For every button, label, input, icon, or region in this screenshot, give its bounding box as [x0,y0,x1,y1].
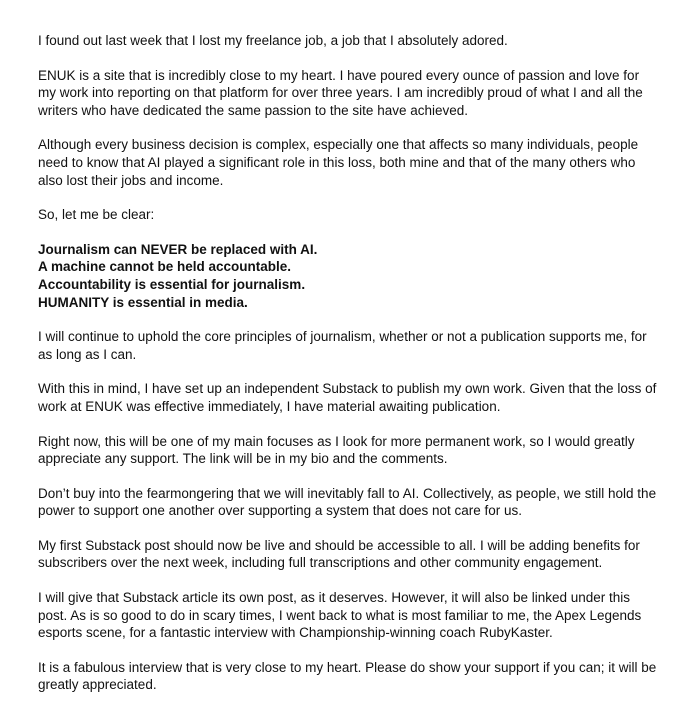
bold-statements [38,241,660,311]
paragraph-fearmongering: Don’t buy into the fearmongering that we will inevitably fall to AI. Collectively, as people, we still hold the power to support one another over supporting a system that does not care for us. [38,485,657,519]
paragraph-main-focus: Right now, this will be one of my main focuses as I look for more permanent work, so I would greatly appreciate any support. The link will be in my bio and the comments. [38,433,635,467]
paragraph-first-post: My first Substack post should now be live and should be accessible to all. I will be adding benefits for subscribers over the next week, including full transcriptions and other community engagement. [38,537,640,571]
paragraph-business-decision: Although every business decision is complex, especially one that affects so many individuals, people need to know that AI played a significant role in this loss, both mine and that of the many others who also lost their jobs and income. [38,137,639,188]
paragraph-let-me-be-clear: So, let me be clear: [38,207,155,223]
paragraph-substack-setup: With this in mind, I have set up an independent Substack to publish my own work. Given that the loss of work at ENUK was effective immediately, I have material awaiting publication. [38,381,657,414]
paragraph-uphold-principles: I will continue to uphold the core principles of journalism, whether or not a publication supports me, for as long as I can. [38,329,647,362]
bold-statement: HUMANITY is essential in media. [38,294,248,310]
bold-statement: Accountability is essential for journalism. [38,276,306,292]
paragraph-own-post: I will give that Substack article its own post, as it deserves. However, it will also be linked under this post. As is so good to do in scary times, I went back to what is most familiar to me, the Apex Legends esports scene, for a fantastic interview with Championship-winning coach RubyKaster. [38,590,642,641]
bold-statement: A machine cannot be held accountable. [38,259,292,275]
paragraph-intro: I found out last week that I lost my freelance job, a job that I absolutely adored. [38,33,508,48]
paragraph-enuk: ENUK is a site that is incredibly close to my heart. I have poured every ounce of passion and love for my work into reporting on that platform for over three years. I am incredibly proud of what I and all the writers who have dedicated the same passion to the site have achieved. [38,67,643,118]
paragraph-closing: It is a fabulous interview that is very close to my heart. Please do show your support if you can; it will be greatly appreciated. [38,659,657,693]
bold-statement: Journalism can NEVER be replaced with AI. [38,241,318,257]
